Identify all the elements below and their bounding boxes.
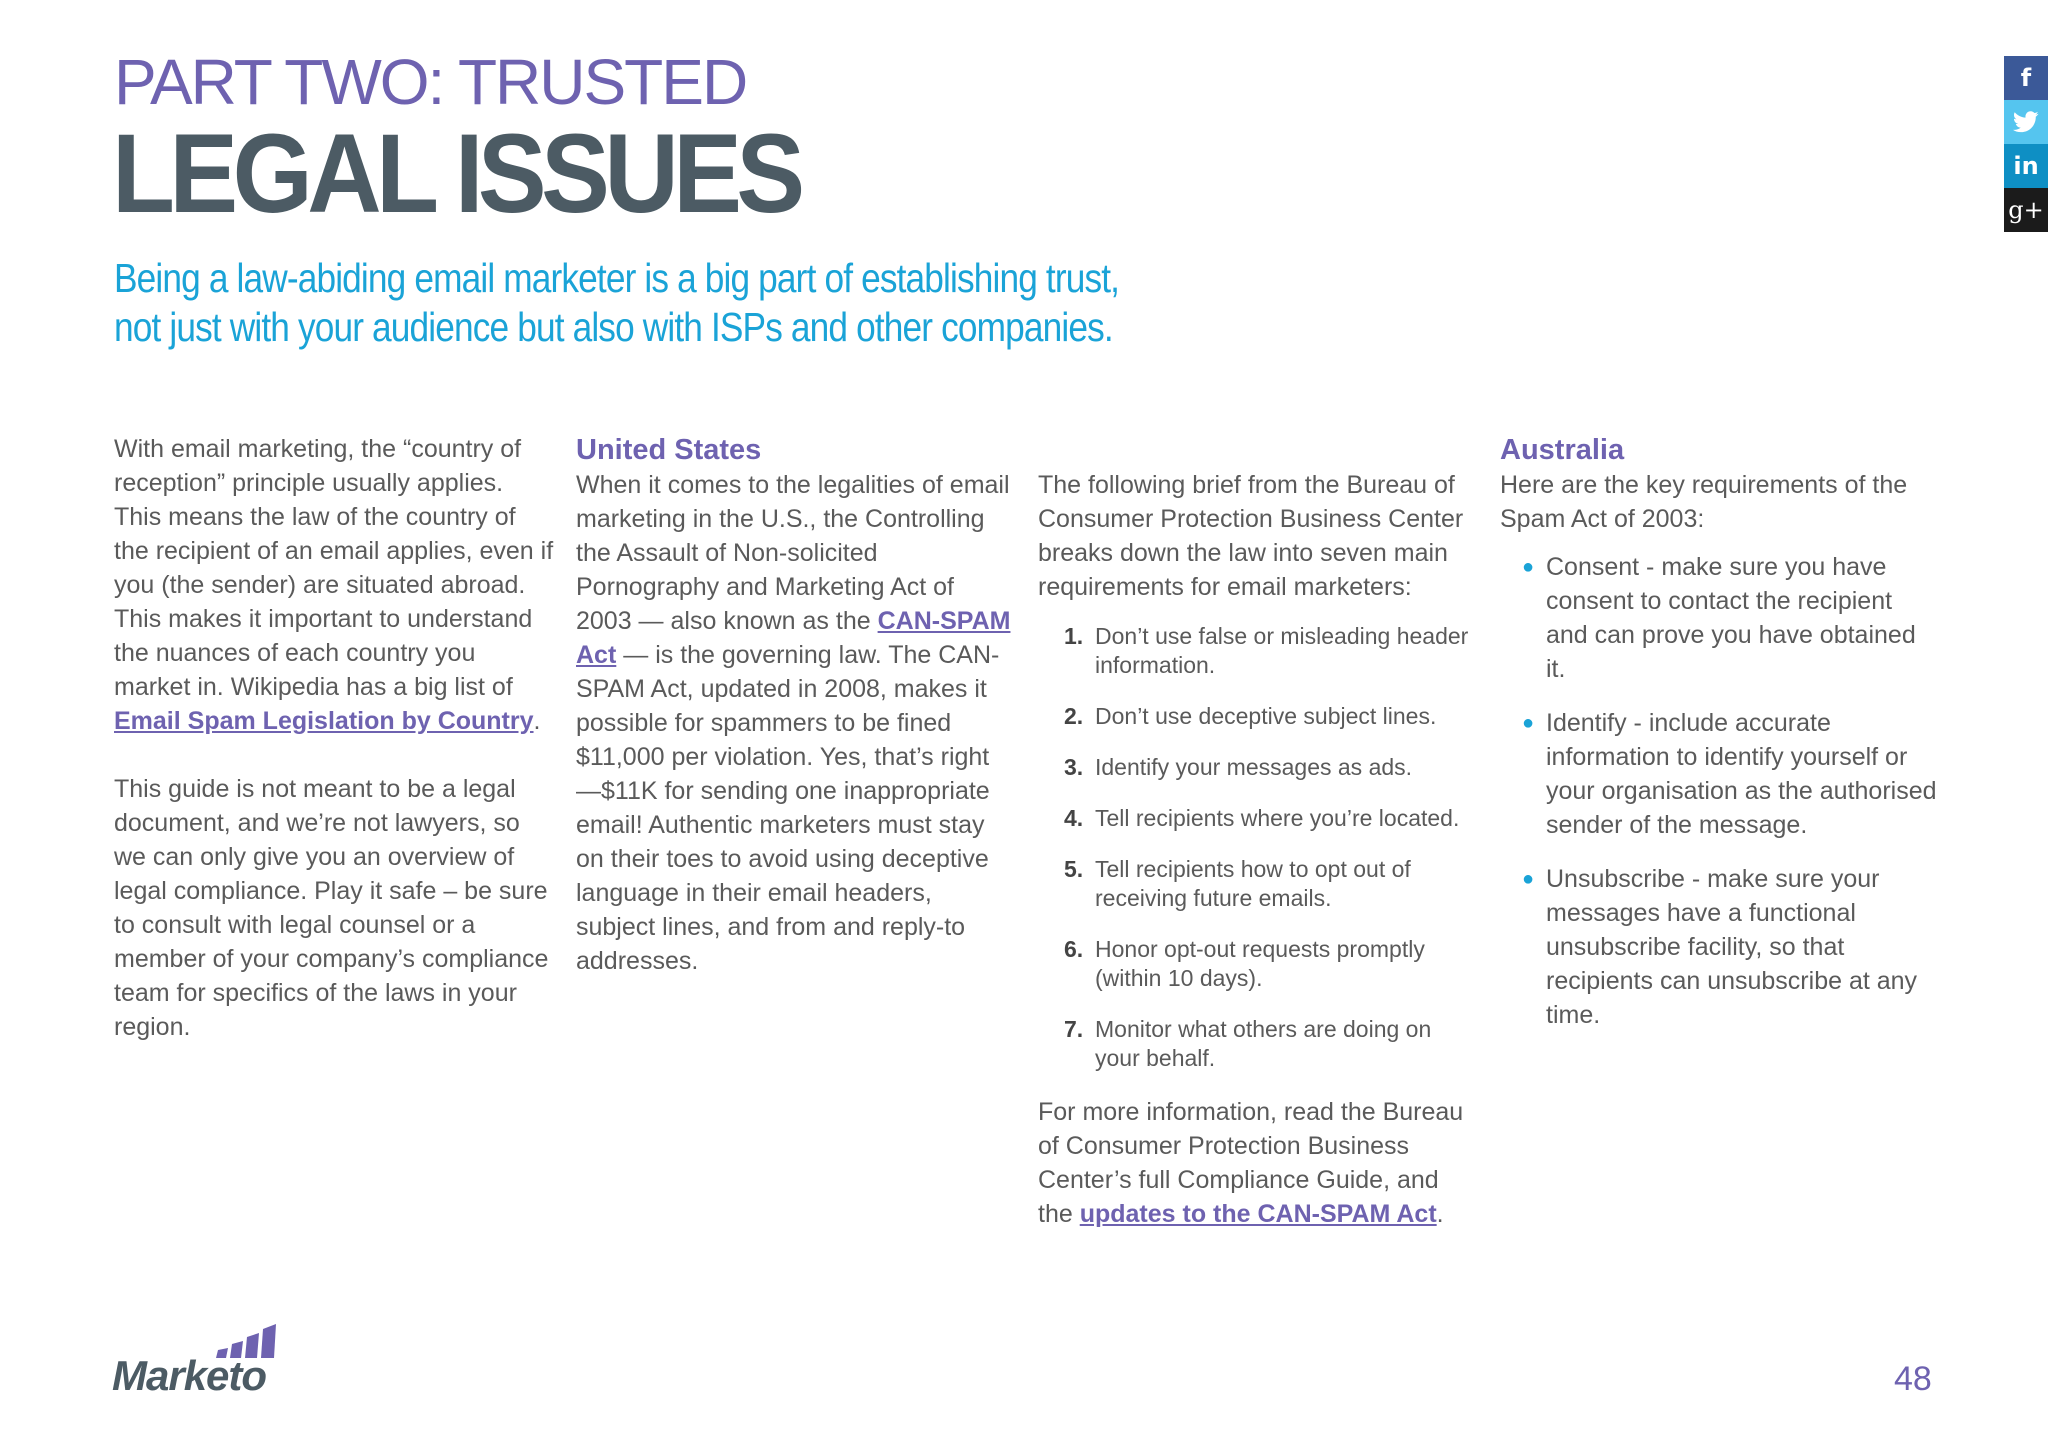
- logo-wordmark: Marketo: [112, 1352, 267, 1399]
- list-number: 1.: [1064, 623, 1084, 649]
- list-item: [1064, 855, 1478, 913]
- country-of-reception-paragraph: [114, 432, 554, 738]
- email-spam-legislation-link[interactable]: Email Spam Legislation by Country: [114, 707, 534, 735]
- australia-intro: Here are the key requirements of the Spam Act of 2003:: [1500, 471, 1908, 533]
- list-number: 2.: [1064, 703, 1084, 729]
- more-info-paragraph: [1038, 1095, 1478, 1231]
- requirements-list: [1038, 622, 1478, 1073]
- can-spam-act-link[interactable]: CAN-SPAM Act: [576, 607, 1011, 669]
- paragraph-end: .: [1436, 1200, 1444, 1228]
- list-text: Honor opt-out requests promptly (within 10 days).: [1095, 936, 1425, 991]
- intro-line-1: Being a law-abiding email marketer is a big part of establishing trust,: [114, 255, 1120, 301]
- list-item: [1064, 935, 1478, 993]
- australia-requirements-list: [1500, 550, 1940, 1032]
- section-kicker: PART TWO: TRUSTED: [114, 46, 747, 118]
- linkedin-icon: in: [2013, 152, 2039, 180]
- facebook-share-button[interactable]: [2004, 56, 2048, 100]
- united-states-paragraph: [576, 468, 1016, 978]
- column-requirements: [1038, 468, 1478, 1231]
- social-share-bar: [2004, 56, 2048, 232]
- intro-text: [114, 254, 1146, 352]
- list-text: Unsubscribe - make sure your messages have a functional unsubscribe facility, so that recipients can unsubscribe at any time.: [1546, 865, 1918, 1029]
- list-item: [1064, 702, 1478, 731]
- paragraph-end: .: [533, 707, 541, 735]
- list-text: Tell recipients how to opt out of receiving future emails.: [1095, 856, 1411, 911]
- column-united-states: [576, 432, 1016, 978]
- page-number: 48: [1894, 1360, 1932, 1398]
- column-country-of-reception: [114, 432, 554, 1044]
- facebook-icon: f: [2020, 64, 2032, 92]
- list-item: [1064, 1015, 1478, 1073]
- list-text: Don’t use deceptive subject lines.: [1095, 703, 1437, 729]
- more-info-text: For more information, read the Bureau of Consumer Protection Business Center’s full Compliance Guide, and the: [1038, 1098, 1464, 1228]
- column-australia: [1500, 432, 1940, 1052]
- list-text: Identify your messages as ads.: [1095, 754, 1413, 780]
- list-item: [1064, 622, 1478, 680]
- list-item: [1064, 753, 1478, 782]
- bullet-icon: ●: [1522, 556, 1535, 578]
- bullet-icon: ●: [1522, 712, 1535, 734]
- googleplus-share-button[interactable]: [2004, 188, 2048, 232]
- list-text: Identify - include accurate information to identify yourself or your organisation as the authorised sender of the message.: [1546, 709, 1937, 839]
- intro-line-2: not just with your audience but also with ISPs and other companies.: [114, 304, 1113, 350]
- list-number: 7.: [1064, 1016, 1084, 1042]
- page-title: LEGAL ISSUES: [112, 111, 800, 236]
- twitter-icon: [2013, 111, 2039, 133]
- bullet-icon: ●: [1522, 868, 1535, 890]
- list-text: Consent - make sure you have consent to contact the recipient and can prove you have obtained it.: [1546, 553, 1916, 683]
- list-item: [1522, 550, 1940, 686]
- list-number: 4.: [1064, 805, 1084, 831]
- disclaimer-paragraph: This guide is not meant to be a legal document, and we’re not lawyers, so we can only give you an overview of legal compliance. Play it safe – be sure to consult with legal counsel or a member of your company’s compliance team for specifics of the laws in your region.: [114, 775, 549, 1041]
- list-item: [1522, 862, 1940, 1032]
- list-item: [1064, 804, 1478, 833]
- list-text: Monitor what others are doing on your behalf.: [1095, 1016, 1432, 1071]
- linkedin-share-button[interactable]: [2004, 144, 2048, 188]
- country-of-reception-text: With email marketing, the “country of reception” principle usually applies. This means the law of the country of the recipient of an email applies, even if you (the sender) are situated abroad. This makes it important to understand the nuances of each country you market in. Wikipedia has a big list of: [114, 435, 554, 701]
- australia-heading: Australia: [1500, 434, 1625, 466]
- list-number: 3.: [1064, 754, 1084, 780]
- united-states-heading: United States: [576, 434, 762, 466]
- googleplus-icon: g+: [2008, 196, 2044, 224]
- list-text: Tell recipients where you’re located.: [1095, 805, 1460, 831]
- list-item: [1522, 706, 1940, 842]
- requirements-intro: The following brief from the Bureau of Consumer Protection Business Center breaks down the law into seven main requirements for email marketers:: [1038, 471, 1464, 601]
- can-spam-updates-link[interactable]: updates to the CAN-SPAM Act: [1079, 1200, 1437, 1228]
- list-number: 6.: [1064, 936, 1084, 962]
- twitter-share-button[interactable]: [2004, 100, 2048, 144]
- list-text: Don’t use false or misleading header information.: [1095, 623, 1469, 678]
- us-text-before: When it comes to the legalities of email marketing in the U.S., the Controlling the Assault of Non-solicited Pornography and Marketing Act of 2003 — also known as the: [576, 471, 1010, 635]
- us-text-after: — is the governing law. The CAN-SPAM Act, updated in 2008, makes it possible for spammers to be fined $11,000 per violation. Yes, that’s right —$11K for sending one inappropriate email! Authentic marketers must stay on their toes to avoid using deceptive language in their email headers, subject lines, and from and reply-to addresses.: [576, 641, 1000, 975]
- list-number: 5.: [1064, 856, 1084, 882]
